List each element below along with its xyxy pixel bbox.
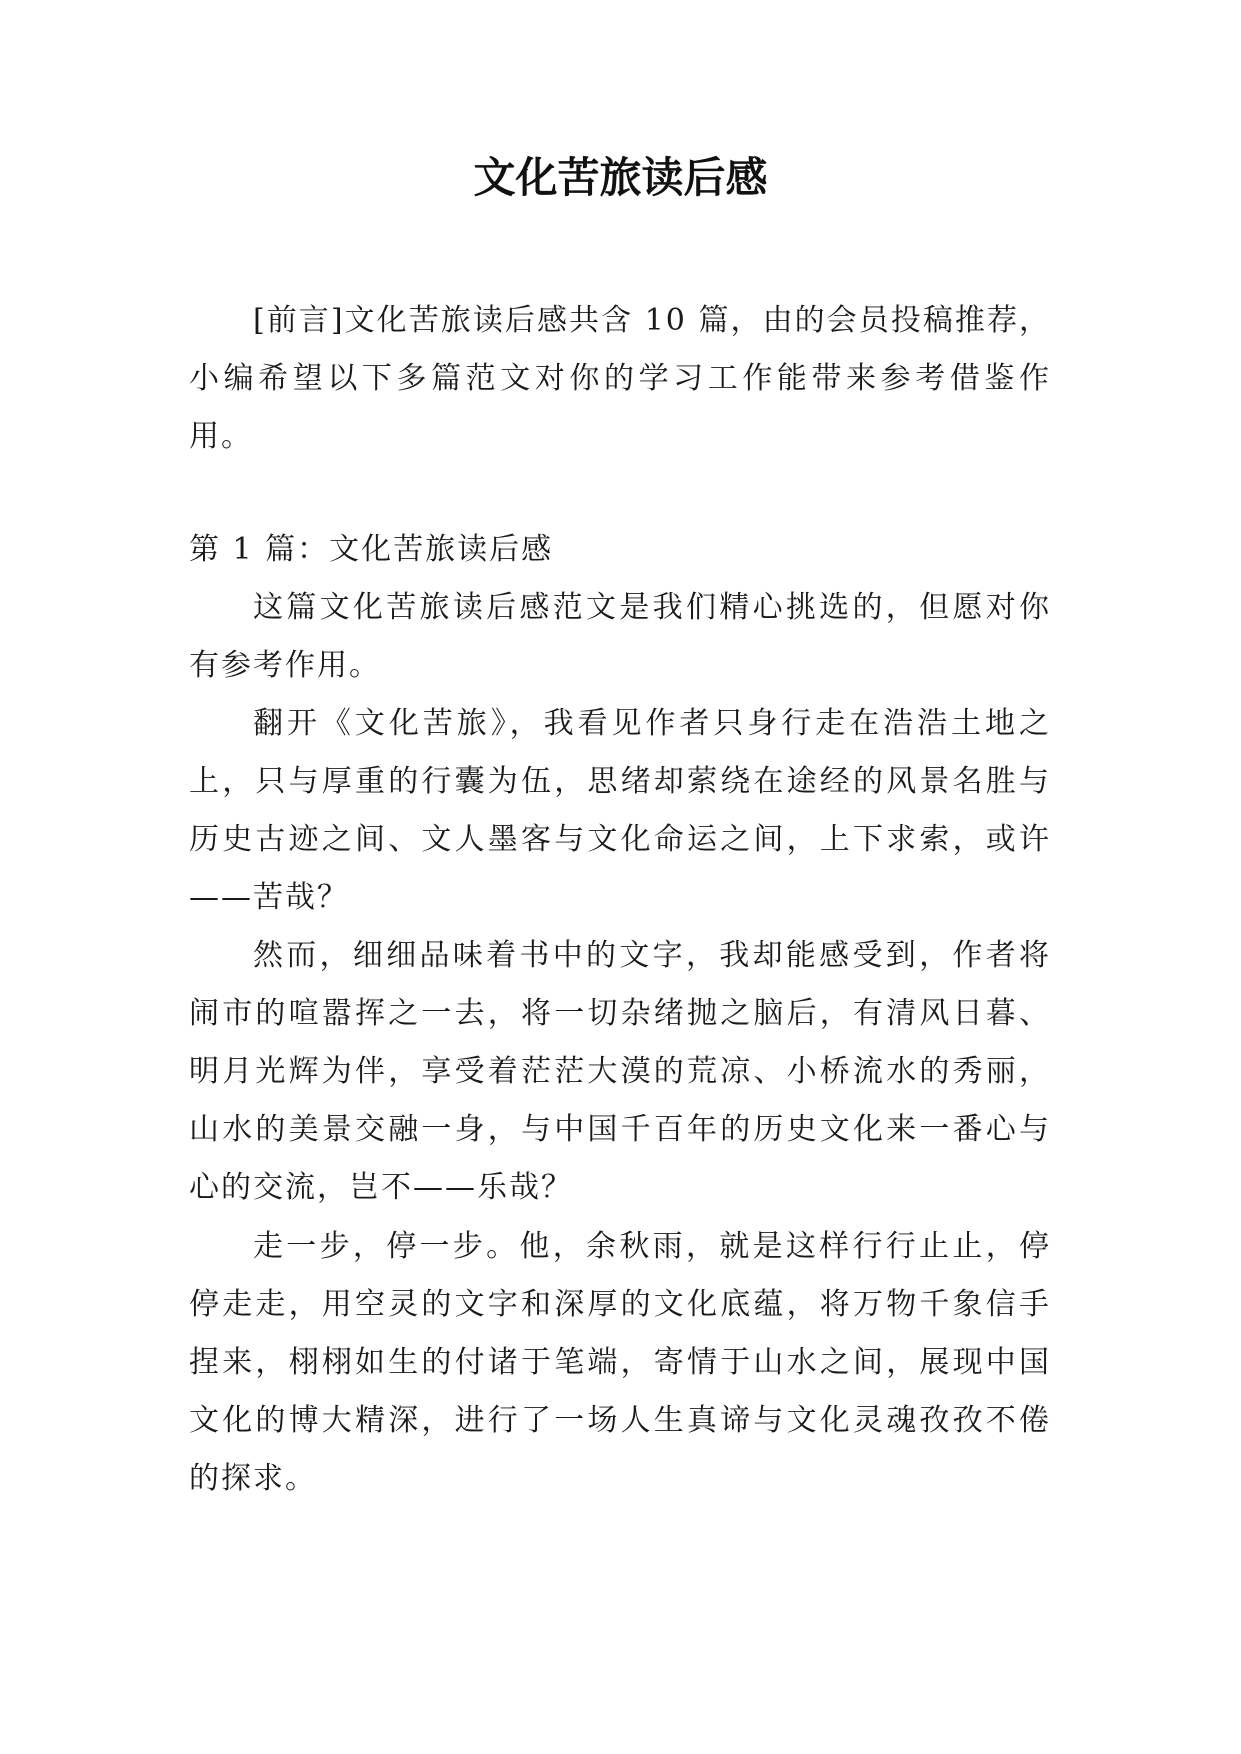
section-heading: 第 1 篇：文化苦旅读后感 <box>189 532 554 567</box>
body-paragraph: 走一步，停一步。他，余秋雨，就是这样行行止止，停停走走，用空灵的文字和深厚的文化底蕴，将万物千象信手捏来，栩栩如生的付诸于笔端，寄情于山水之间，展现中国文化的博大精深，进行了一场人生真谛与文化灵魂孜孜不倦的探求。 <box>189 1229 1051 1496</box>
document-title: 文化苦旅读后感 <box>473 153 768 202</box>
body-paragraph: 然而，细细品味着书中的文字，我却能感受到，作者将闹市的喧嚣挥之一去，将一切杂绪抛之脑后，有清风日暮、明月光辉为伴，享受着茫茫大漠的荒凉、小桥流水的秀丽，山水的美景交融一身，与中国千百年的历史文化来一番心与心的交流，岂不——乐哉？ <box>189 938 1051 1205</box>
body-paragraph: 这篇文化苦旅读后感范文是我们精心挑选的，但愿对你有参考作用。 <box>189 590 1051 683</box>
body-paragraph: 翻开《文化苦旅》，我看见作者只身行走在浩浩土地之上，只与厚重的行囊为伍，思绪却萦绕在途经的风景名胜与历史古迹之间、文人墨客与文化命运之间，上下求索，或许——苦哉？ <box>189 706 1051 915</box>
preface-paragraph: [前言]文化苦旅读后感共含 10 篇，由的会员投稿推荐，小编希望以下多篇范文对你的学习工作能带来参考借鉴作用。 <box>189 303 1051 454</box>
